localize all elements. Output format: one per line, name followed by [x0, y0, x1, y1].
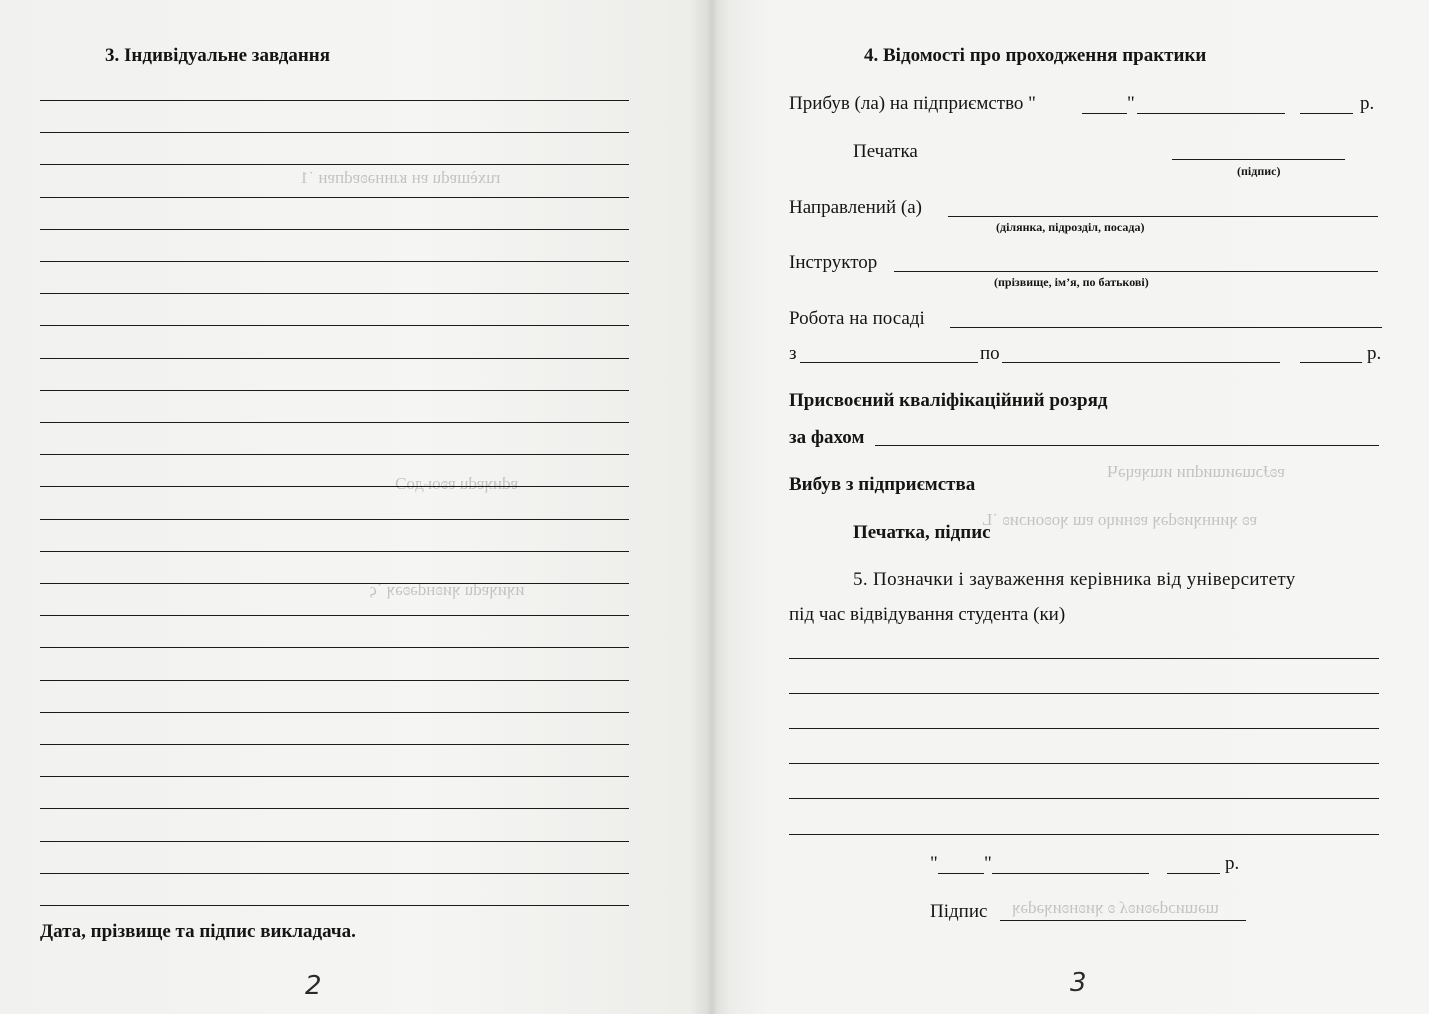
writing-line[interactable] — [40, 486, 629, 487]
writing-line[interactable] — [789, 763, 1379, 764]
from-date-field[interactable] — [800, 362, 978, 363]
writing-line[interactable] — [40, 164, 629, 165]
writing-line[interactable] — [40, 744, 629, 745]
writing-line[interactable] — [40, 390, 629, 391]
writing-line[interactable] — [40, 712, 629, 713]
writing-line[interactable] — [40, 325, 629, 326]
writing-line[interactable] — [40, 519, 629, 520]
writing-line[interactable] — [40, 905, 629, 906]
bleed-through-text: ɯǝɯиɔdǝʚиʚʎ ʚ ʞиʚнʚиʞǝdǝʞ — [1012, 898, 1219, 917]
writing-line[interactable] — [40, 358, 629, 359]
specialty-label: за фахом — [789, 427, 865, 448]
quote-mark: " — [1127, 93, 1135, 114]
writing-line[interactable] — [40, 583, 629, 584]
writing-line[interactable] — [40, 100, 629, 101]
date-year-field[interactable] — [1167, 873, 1220, 874]
writing-line[interactable] — [40, 808, 629, 809]
writing-line[interactable] — [40, 261, 629, 262]
writing-line[interactable] — [40, 132, 629, 133]
specialty-field[interactable] — [875, 445, 1379, 446]
writing-line[interactable] — [789, 728, 1379, 729]
to-date-field[interactable] — [1002, 362, 1280, 363]
bleed-through-text: ruxѐшɐdu ɐн ʁɹннǝʚɐdпɐн ˙1 — [300, 168, 501, 187]
section-title-individual-task: 3. Індивідуальне завдання — [105, 45, 331, 66]
arrived-month-field[interactable] — [1137, 113, 1285, 114]
writing-line[interactable] — [40, 776, 629, 777]
arrived-day-field[interactable] — [1082, 113, 1127, 114]
writing-line[interactable] — [40, 647, 629, 648]
assigned-label: Направлений (а) — [789, 197, 922, 218]
position-field[interactable] — [950, 327, 1382, 328]
writing-line[interactable] — [40, 615, 629, 616]
writing-line[interactable] — [40, 873, 629, 874]
writing-line[interactable] — [40, 454, 629, 455]
left-enterprise-label: Вибув з підприємства — [789, 474, 976, 495]
writing-line[interactable] — [789, 658, 1379, 659]
right-page — [712, 0, 1429, 1014]
assigned-field[interactable] — [948, 216, 1378, 217]
writing-line[interactable] — [40, 841, 629, 842]
section5-title-line1: 5. Позначки і зауваження керівника від університету — [853, 569, 1296, 590]
bleed-through-text: ɐʚɈɔɯǝиɯиdпи иɯʞɐɥǝЧ — [1107, 462, 1285, 481]
section-title-practice-info: 4. Відомості про проходження практики — [864, 45, 1207, 66]
writing-line[interactable] — [40, 680, 629, 681]
page-number: 2 — [305, 971, 322, 1001]
date-month-field[interactable] — [992, 873, 1149, 874]
signature-caption: (підпис) — [1237, 164, 1281, 178]
to-year-field[interactable] — [1300, 362, 1362, 363]
page-number: 3 — [1070, 968, 1087, 998]
section5-title-line2: під час відвідування студента (ки) — [789, 604, 1066, 625]
writing-line[interactable] — [789, 834, 1379, 835]
bleed-through-text: ɐdиʞɐdu ɐʚоⱶдоϽ — [395, 474, 519, 493]
arrived-year-field[interactable] — [1300, 113, 1353, 114]
date-day-field[interactable] — [938, 873, 984, 874]
position-label: Робота на посаді — [789, 308, 925, 329]
instructor-field[interactable] — [894, 271, 1378, 272]
left-page — [0, 0, 712, 1014]
bleed-through-text: иʞиʞɐdu ʞиʚнdǝʚǝʞ ˙ς — [370, 580, 525, 599]
signature-label: Підпис — [930, 901, 988, 922]
writing-line[interactable] — [789, 798, 1379, 799]
to-label: по — [980, 343, 1000, 364]
stamp-label: Печатка — [853, 141, 918, 162]
writing-line[interactable] — [40, 422, 629, 423]
date-open-quote: " — [930, 853, 938, 874]
writing-line[interactable] — [40, 551, 629, 552]
arrival-signature-field[interactable] — [1172, 159, 1345, 160]
writing-line[interactable] — [40, 293, 629, 294]
book-fold-shadow — [690, 0, 730, 1014]
writing-line[interactable] — [789, 693, 1379, 694]
writing-line[interactable] — [40, 229, 629, 230]
instructor-label: Інструктор — [789, 252, 878, 273]
date-close-quote: " — [984, 853, 992, 874]
writing-line[interactable] — [40, 197, 629, 198]
footer-instruction: Дата, прізвище та підпис викладача. — [40, 921, 356, 942]
signature-field[interactable] — [1000, 920, 1246, 921]
stamp-signature-label: Печатка, підпис — [853, 522, 991, 543]
qualification-label: Присвоєний кваліфікаційний розряд — [789, 390, 1108, 411]
from-label: з — [789, 343, 797, 364]
year-suffix-2: р. — [1367, 343, 1382, 364]
assigned-caption: (ділянка, підрозділ, посада) — [996, 220, 1145, 234]
arrived-label: Прибув (ла) на підприємство " — [789, 93, 1036, 114]
year-suffix-3: р. — [1225, 853, 1240, 874]
year-suffix: р. — [1360, 93, 1375, 114]
instructor-caption: (прізвище, ім’я, по батькові) — [994, 275, 1149, 289]
bleed-through-text: ɐʚ ʞиннʞиʚdǝʞ ɐʚниɥо ɐɯ ʞоʚонɔиʚ ˙L — [982, 510, 1258, 529]
